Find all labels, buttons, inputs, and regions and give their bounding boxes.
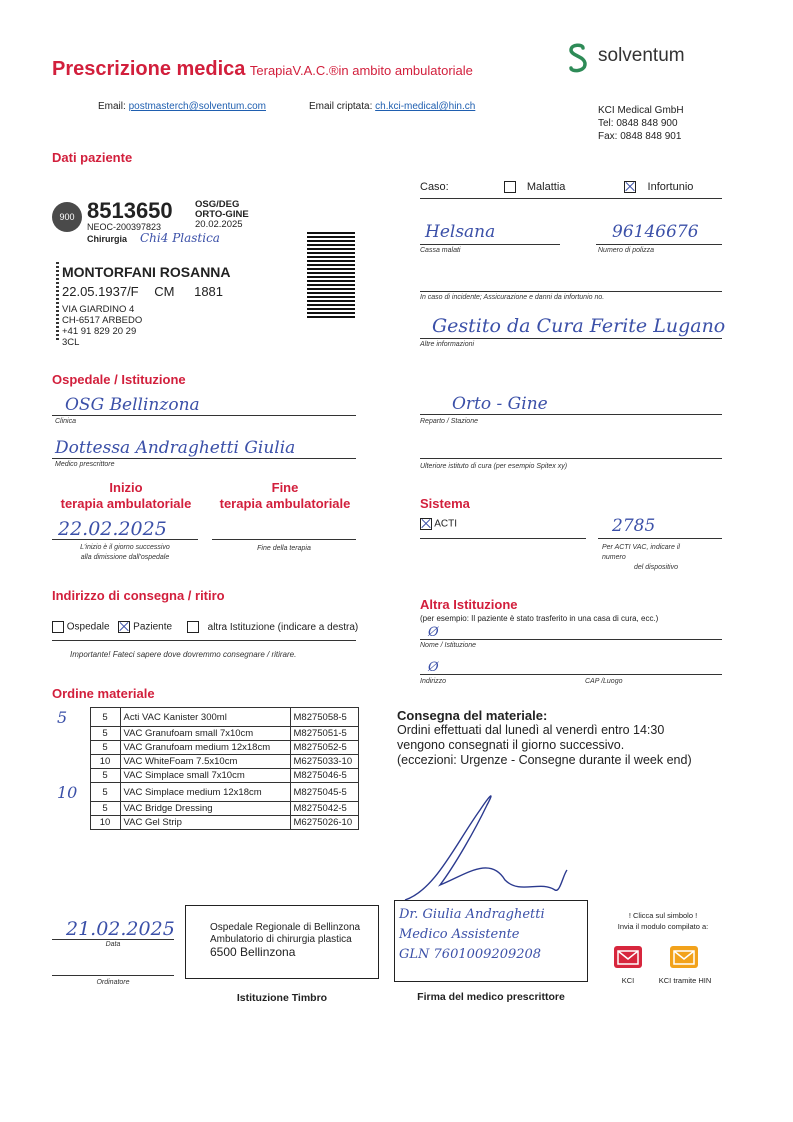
order-desc: VAC Simplace small 7x10cm	[120, 769, 290, 783]
brand-name: solventum	[598, 45, 685, 66]
order-qty: 5	[90, 783, 120, 802]
order-code: M8275051-5	[290, 727, 358, 741]
email-link[interactable]: postmasterch@solventum.com	[128, 101, 266, 112]
medico-value: Dottessa Andraghetti Giulia	[55, 438, 296, 458]
section-altra-istituzione: Altra Istituzione	[420, 597, 518, 612]
case-row: Caso: Malattia Infortunio	[420, 181, 694, 193]
table-row	[54, 708, 358, 727]
table-row	[54, 727, 358, 741]
order-desc: VAC Bridge Dressing	[120, 802, 290, 816]
order-hand	[54, 755, 90, 769]
checkbox-paziente[interactable]	[118, 621, 130, 633]
stamp-text: Ospedale Regionale di Bellinzona Ambulatorio di chirurgia plastica 6500 Bellinzona	[210, 922, 361, 959]
order-qty: 5	[90, 802, 120, 816]
device-value: 2785	[612, 516, 656, 536]
acti-row: ACTI	[420, 518, 457, 530]
checkbox-altra[interactable]	[187, 621, 199, 633]
order-hand: 5	[54, 708, 90, 727]
company-info: KCI Medical GmbH Tel: 0848 848 900 Fax: 0848 848 901	[598, 105, 684, 142]
altre-value: Gestito da Cura Ferite Lugano	[432, 315, 726, 337]
order-hand	[54, 802, 90, 816]
patient-address: VIA GIARDINO 4 CH-6517 ARBEDO +41 91 829 20 29 3CL	[62, 304, 143, 348]
order-code: M8275046-5	[290, 769, 358, 783]
order-desc: VAC Granufoam medium 12x18cm	[120, 741, 290, 755]
email-row: Email: postmasterch@solventum.com	[98, 101, 266, 112]
email-cript-link[interactable]: ch.kci-medical@hin.ch	[375, 101, 476, 112]
order-hand	[54, 741, 90, 755]
patient-id: 8513650	[87, 198, 173, 223]
order-desc: VAC Gel Strip	[120, 816, 290, 830]
order-desc: Acti VAC Kanister 300ml	[120, 708, 290, 727]
chir-handwritten: Chi4 Plastica	[140, 231, 220, 245]
checkbox-ospedale[interactable]	[52, 621, 64, 633]
label-badge: 900	[52, 202, 82, 232]
patient-label: 900 8513650 OSG/DEG ORTO-GINE 20.02.2025 NEOC-200397823 Chirurgia Chi4 Plastica MONTORFANI ROSANNA 22.05.1937/F CM 1881 VIA GIARDINO 4 CH-6517 ARBEDO +41 91 829 20 29 3CL	[52, 194, 360, 354]
table-row	[54, 769, 358, 783]
delivery-options: Ospedale Paziente altra Istituzione (indicare a destra)	[52, 621, 358, 633]
order-code: M8275052-5	[290, 741, 358, 755]
section-dati-paziente: Dati paziente	[52, 150, 133, 165]
section-ordine: Ordine materiale	[52, 686, 155, 701]
order-code: M8275042-5	[290, 802, 358, 816]
order-desc: VAC WhiteFoam 7.5x10cm	[120, 755, 290, 769]
solventum-logo	[563, 42, 593, 79]
send-instructions: ! Clicca sul simbolo ! Invia il modulo compilato a:	[617, 911, 709, 931]
cassa-value: Helsana	[425, 222, 496, 242]
mail-hin-icon	[670, 946, 698, 968]
orders-table	[54, 707, 359, 830]
order-qty: 5	[90, 708, 120, 727]
send-hin-button[interactable]	[670, 946, 698, 973]
order-code: M8275058-5	[290, 708, 358, 727]
order-qty: 5	[90, 727, 120, 741]
checkbox-malattia[interactable]	[504, 181, 516, 193]
order-hand	[54, 769, 90, 783]
signature-box	[394, 900, 588, 982]
page-title: Prescrizione medica TerapiaV.A.C.®in ambito ambulatoriale	[52, 58, 473, 80]
inizio-heading: Inizio terapia ambulatoriale	[60, 480, 192, 511]
polizza-value: 96146676	[612, 222, 699, 242]
clinica-value: OSG Bellinzona	[65, 395, 200, 415]
checkbox-acti[interactable]	[420, 518, 432, 530]
order-hand	[54, 816, 90, 830]
order-qty: 10	[90, 755, 120, 769]
signature-stamp: Dr. Giulia Andraghetti Medico Assistente GLN 7601009209208	[399, 907, 545, 962]
order-desc: VAC Simplace medium 12x18cm	[120, 783, 290, 802]
order-hand	[54, 727, 90, 741]
inizio-value: 22.02.2025	[58, 518, 167, 540]
table-row	[54, 816, 358, 830]
table-row	[54, 755, 358, 769]
consegna-info: Consegna del materiale: Ordini effettuati dal lunedì al venerdì entro 14:30 vengono consegnati il giorno successivo. (eccezioni: Urgenze - Consegne durante il week end)	[397, 708, 692, 767]
footer-date-value: 21.02.2025	[66, 918, 175, 940]
order-code: M8275045-5	[290, 783, 358, 802]
patient-name: MONTORFANI ROSANNA	[62, 264, 231, 280]
table-row	[54, 783, 358, 802]
checkbox-infortunio[interactable]	[624, 181, 636, 193]
stamp-box	[185, 905, 379, 979]
label-edge-code	[56, 262, 59, 342]
mail-icon	[614, 946, 642, 968]
order-desc: VAC Granufoam small 7x10cm	[120, 727, 290, 741]
order-code: M6275026-10	[290, 816, 358, 830]
signature-scribble	[395, 785, 585, 910]
table-row	[54, 802, 358, 816]
table-row	[54, 741, 358, 755]
section-sistema: Sistema	[420, 496, 470, 511]
barcode	[307, 232, 355, 320]
section-consegna: Indirizzo di consegna / ritiro	[52, 588, 225, 603]
order-qty: 5	[90, 769, 120, 783]
order-hand: 10	[54, 783, 90, 802]
reparto-value: Orto - Gine	[452, 394, 548, 414]
order-qty: 5	[90, 741, 120, 755]
section-ospedale: Ospedale / Istituzione	[52, 372, 186, 387]
fine-heading: Fine terapia ambulatoriale	[219, 480, 351, 511]
solventum-logo-icon	[563, 42, 593, 74]
order-qty: 10	[90, 816, 120, 830]
send-kci-button[interactable]	[614, 946, 642, 973]
email-cript-row: Email criptata: ch.kci-medical@hin.ch	[309, 101, 476, 112]
order-code: M6275033-10	[290, 755, 358, 769]
